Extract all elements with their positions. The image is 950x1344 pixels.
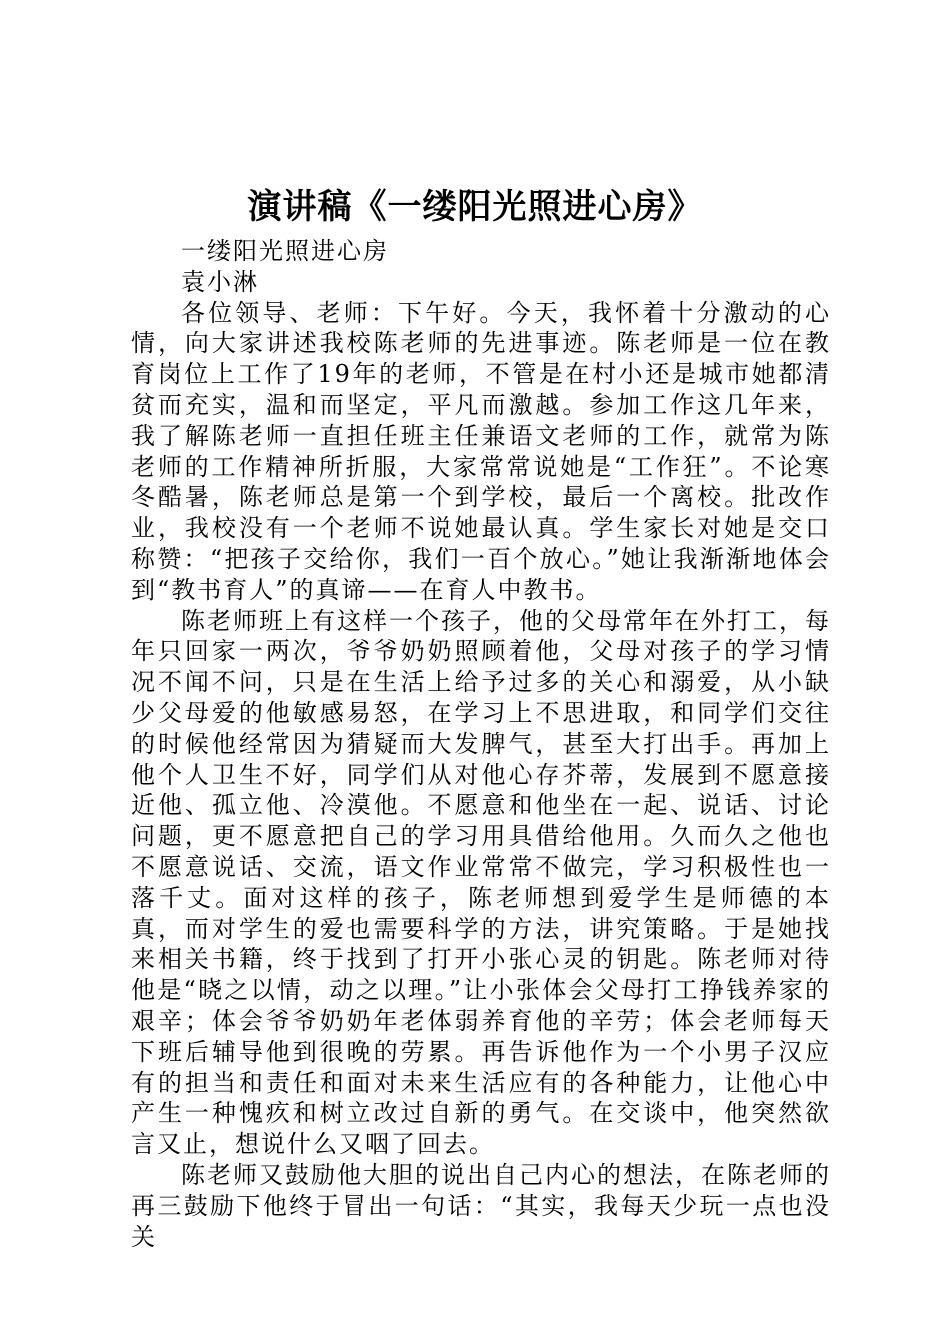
document-body (131, 236, 831, 1251)
paragraph: 各位领导、老师：下午好。今天，我怀着十分激动的心情，向大家讲述我校陈老师的先进事迹。陈老师是一位在教育岗位上工作了19年的老师，不管是在村小还是城市她都清贫而充实，温和而坚定，平凡而激越。参加工作这几年来，我了解陈老师一直担任班主任兼语文老师的工作，就常为陈老师的工作精神所折服，大家常常说她是“工作狂”。不论寒冬酷暑，陈老师总是第一个到学校，最后一个离校。批改作业，我校没有一个老师不说她最认真。学生家长对她是交口称赞：“把孩子交给你，我们一百个放心。”她让我渐渐地体会到“教书育人”的真谛——在育人中教书。 (131, 298, 831, 604)
paragraph: 陈老师班上有这样一个孩子，他的父母常年在外打工，每年只回家一两次，爷爷奶奶照顾着他，父母对孩子的学习情况不闻不问，只是在生活上给予过多的关心和溺爱，从小缺少父母爱的他敏感易怒，在学习上不思进取，和同学们交往的时候他经常因为猜疑而大发脾气，甚至大打出手。再加上他个人卫生不好，同学们从对他心存芥蒂，发展到不愿意接近他、孤立他、冷漠他。不愿意和他坐在一起、说话、讨论问题，更不愿意把自己的学习用具借给他用。久而久之他也不愿意说话、交流，语文作业常常不做完，学习积极性也一落千丈。面对这样的孩子，陈老师想到爱学生是师德的本真，而对学生的爱也需要科学的方法，讲究策略。于是她找来相关书籍，终于找到了打开小张心灵的钥匙。陈老师对待他是“晓之以情，动之以理。”让小张体会父母打工挣钱养家的艰辛；体会爷爷奶奶年老体弱养育他的辛劳；体会老师每天下班后辅导他到很晚的劳累。再告诉他作为一个小男子汉应有的担当和责任和面对未来生活应有的各种能力，让他心中产生一种愧疚和树立改过自新的勇气。在交谈中，他突然欲言又止，想说什么又咽了回去。 (131, 606, 831, 1159)
document-title: 演讲稿《一缕阳光照进心房》 (247, 187, 703, 227)
document-subtitle: 一缕阳光照进心房 (181, 237, 389, 265)
paragraph: 陈老师又鼓励他大胆的说出自己内心的想法，在陈老师的再三鼓励下他终于冒出一句话：“其实，我每天少玩一点也没关 (131, 1160, 831, 1251)
document-author: 袁小淋 (181, 267, 259, 296)
